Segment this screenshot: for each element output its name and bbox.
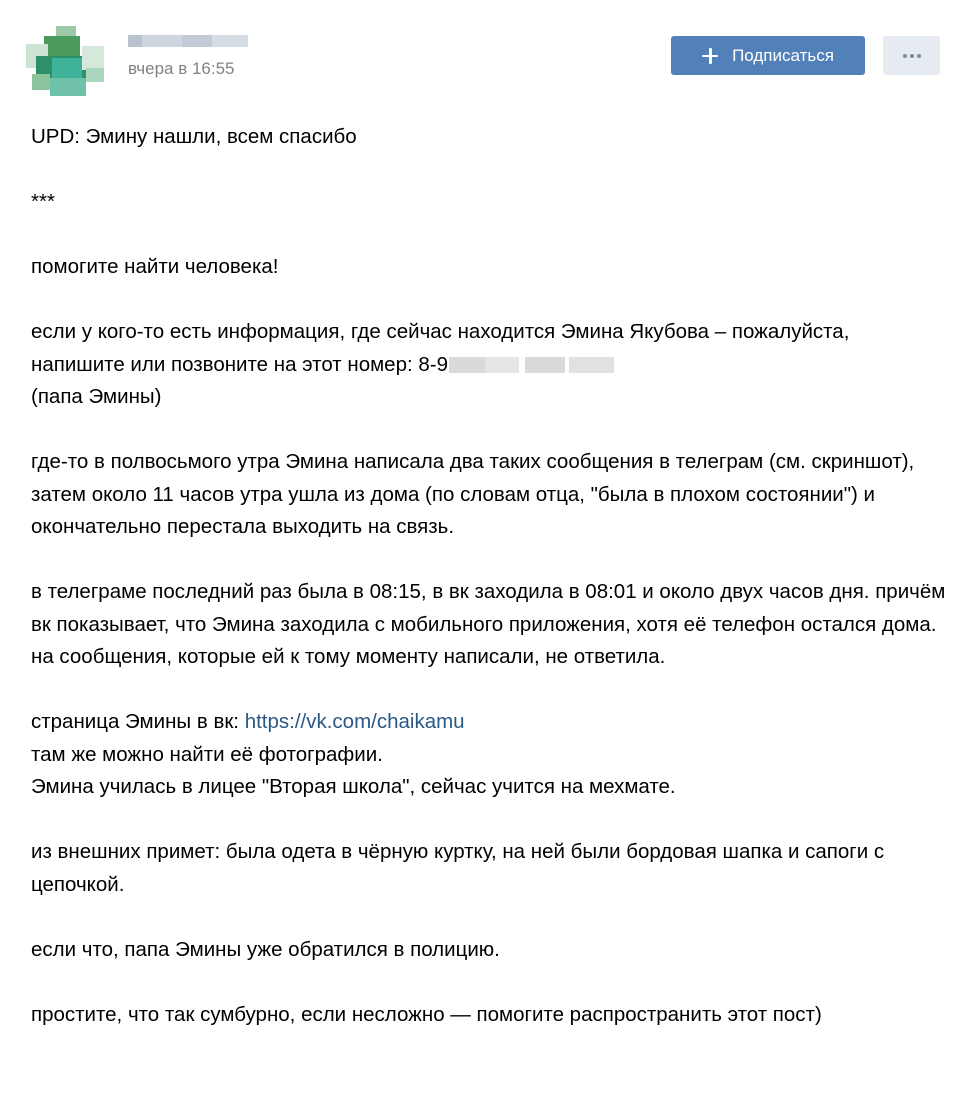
avatar-pixel — [32, 74, 50, 90]
avatar-pixel — [52, 58, 82, 78]
author-name[interactable] — [128, 32, 248, 50]
avatar-pixel — [82, 46, 104, 70]
post-text — [31, 121, 946, 1064]
subscribe-button[interactable] — [671, 36, 865, 75]
vk-page-link[interactable]: https://vk.com/chaikamu — [244, 710, 465, 733]
messages-paragraph: где-то в полвосьмого утра Эмина написала два таких сообщения в телеграм (см. скриншот), затем около 11 часов утра ушла из дома (по словам отца, "была в плохом состоянии") и окончательно перестала выходить на связь. — [31, 450, 915, 538]
post-header — [0, 0, 959, 110]
phone-prefix: напишите или позвоните на этот номер: 8-9 — [31, 352, 449, 376]
update-paragraph: UPD: Эмину нашли, всем спасибо — [31, 125, 357, 148]
appearance-paragraph: из внешних примет: была одета в чёрную куртку, на ней были бордовая шапка и сапоги с цепочкой. — [31, 840, 885, 896]
info-line: (папа Эмины) — [31, 385, 162, 408]
subscribe-label: Подписаться — [732, 45, 834, 65]
dots-icon — [903, 54, 921, 58]
phone-line — [31, 349, 946, 382]
vk-page-line — [31, 706, 946, 739]
author-name-blur — [128, 35, 142, 47]
avatar-pixel — [86, 68, 104, 82]
apology-paragraph: простите, что так сумбурно, если несложно — помогите распространить этот пост) — [31, 1002, 822, 1026]
school-line: Эмина училась в лицее "Вторая школа", сейчас учится на мехмате. — [31, 775, 676, 798]
vk-page-prefix: страница Эмины в вк: — [31, 710, 245, 733]
avatar-pixel — [50, 78, 86, 96]
separator: *** — [31, 190, 55, 213]
author-name-blur — [142, 35, 182, 47]
author-name-blur — [212, 35, 248, 47]
police-paragraph: если что, папа Эмины уже обратился в полицию. — [31, 937, 500, 961]
plus-icon — [702, 48, 718, 64]
author-name-blur — [182, 35, 212, 47]
avatar[interactable] — [26, 26, 104, 96]
more-actions-button[interactable] — [883, 36, 940, 75]
info-line: если у кого-то есть информация, где сейчас находится Эмина Якубова – пожалуйста, — [31, 320, 850, 343]
photos-line: там же можно найти её фотографии. — [31, 742, 383, 766]
plea-paragraph: помогите найти человека! — [31, 255, 279, 278]
last-seen-paragraph: в телеграме последний раз была в 08:15, в вк заходила в 08:01 и около двух часов дня. причём вк показывает, что Эмина заходила с мобильного приложения, хотя её телефон остался дома. на сообщения, которые ей к тому моменту написали, не ответила. — [31, 580, 946, 668]
phone-number-blur — [449, 357, 614, 373]
avatar-pixel — [44, 36, 80, 58]
post-date[interactable]: вчера в 16:55 — [128, 59, 235, 78]
